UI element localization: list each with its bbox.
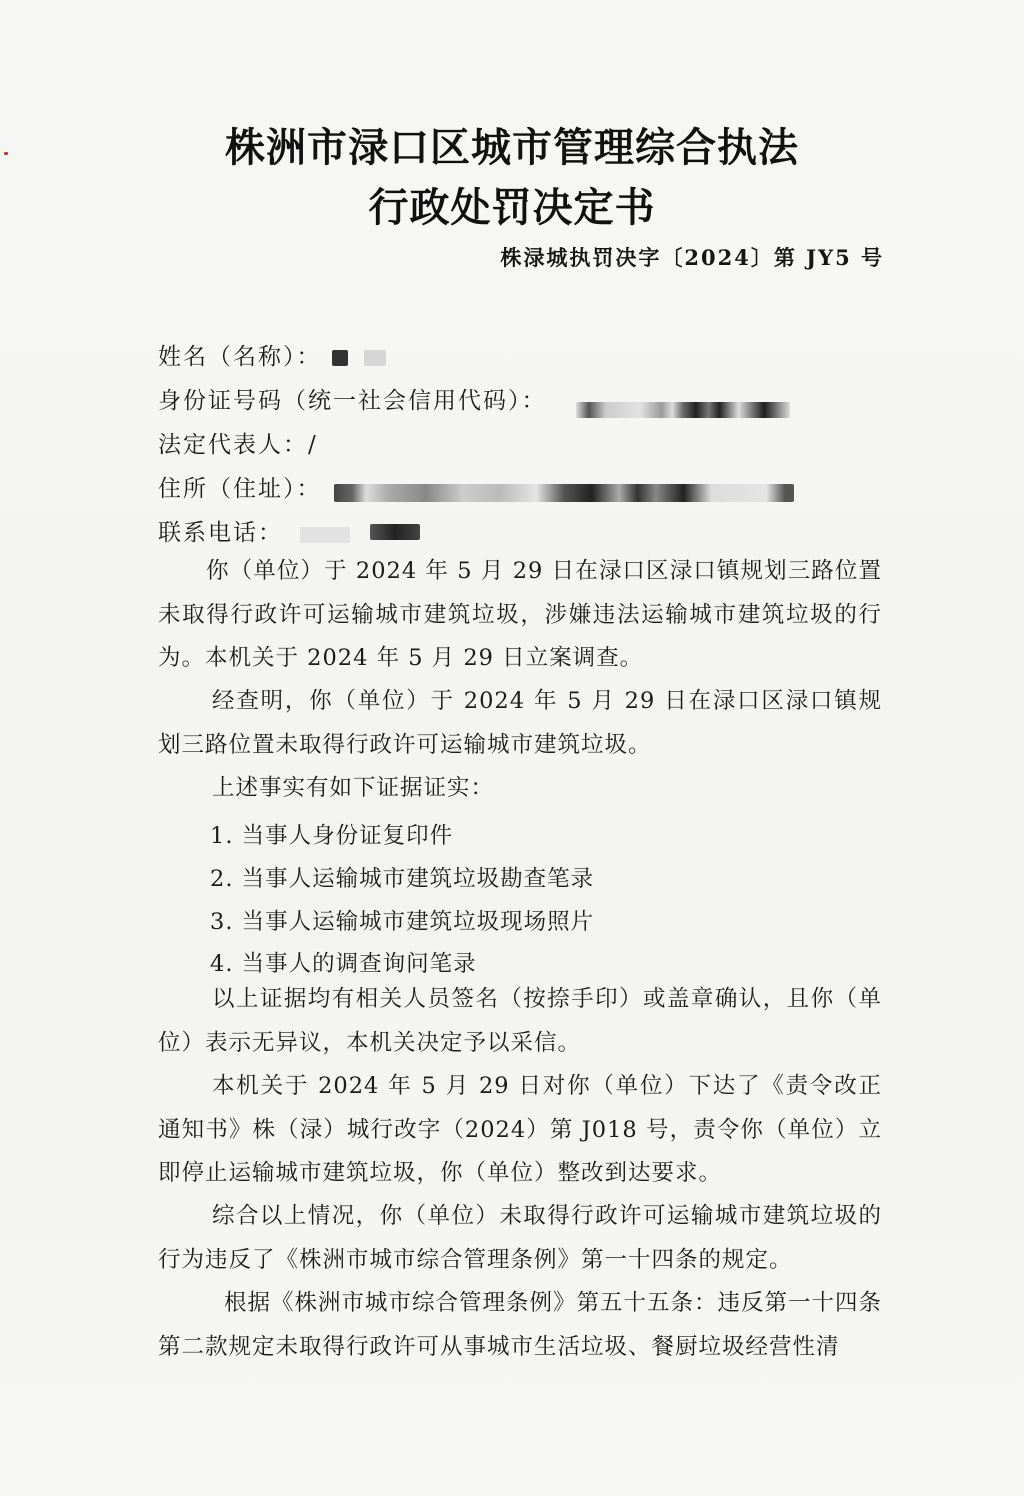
address-label: 住所（住址）： <box>158 476 322 502</box>
redacted-id-number <box>576 402 790 418</box>
redacted-phone-2 <box>370 524 420 540</box>
document-title-line1: 株洲市渌口区城市管理综合执法 <box>225 125 799 171</box>
paragraph-legal-basis: 根据《株洲市城市综合管理条例》第五十五条：违反第一十四条第二款规定未取得行政许可从事城市生活垃圾、餐厨垃圾经营性清 <box>158 1290 883 1360</box>
paragraph-rectification-order: 本机关于 2024 年 5 月 29 日对你（单位）下达了《责令改正通知书》株（渌）城行改字（2024）第 J018 号，责令你（单位）立即停止运输城市建筑垃圾，你（单位）整改到达要求。 <box>158 1073 882 1186</box>
paragraph-investigation: 经查明，你（单位）于 2024 年 5 月 29 日在渌口区渌口镇规划三路位置未取得行政许可运输城市建筑垃圾。 <box>158 688 882 758</box>
paragraph-evidence-intro: 上述事实有如下证据证实： <box>212 775 495 801</box>
document-title-line2: 行政处罚决定书 <box>368 185 656 231</box>
evidence-item-1: 1. 当事人身份证复印件 <box>210 823 454 849</box>
redacted-name <box>332 350 348 366</box>
paragraph-violation: 综合以上情况，你（单位）未取得行政许可运输城市建筑垃圾的行为违反了《株洲市城市综合管理条例》第一十四条的规定。 <box>158 1203 882 1273</box>
redacted-address <box>334 484 794 502</box>
phone-label: 联系电话： <box>158 520 283 546</box>
evidence-item-4: 4. 当事人的调查询问笔录 <box>210 951 477 977</box>
paragraph-case-facts: 你（单位）于 2024 年 5 月 29 日在渌口区渌口镇规划三路位置未取得行政许可运输城市建筑垃圾，涉嫌违法运输城市建筑垃圾的行为。本机关于 2024 年 5 月 29 日立案调查。 <box>158 558 882 671</box>
id-number-label: 身份证号码（统一社会信用代码）： <box>158 388 547 414</box>
name-label: 姓名（名称）： <box>158 344 322 370</box>
redacted-name-2 <box>364 350 386 366</box>
paragraph-evidence-accepted: 以上证据均有相关人员签名（按捺手印）或盖章确认，且你（单位）表示无异议，本机关决定予以采信。 <box>158 986 882 1056</box>
legal-representative-label: 法定代表人：/ <box>158 432 318 458</box>
redacted-phone-1 <box>300 527 350 543</box>
evidence-item-3: 3. 当事人运输城市建筑垃圾现场照片 <box>210 909 595 935</box>
document-number: 株渌城执罚决字〔2024〕第 JY5 号 <box>500 245 884 270</box>
evidence-item-2: 2. 当事人运输城市建筑垃圾勘查笔录 <box>210 866 595 892</box>
